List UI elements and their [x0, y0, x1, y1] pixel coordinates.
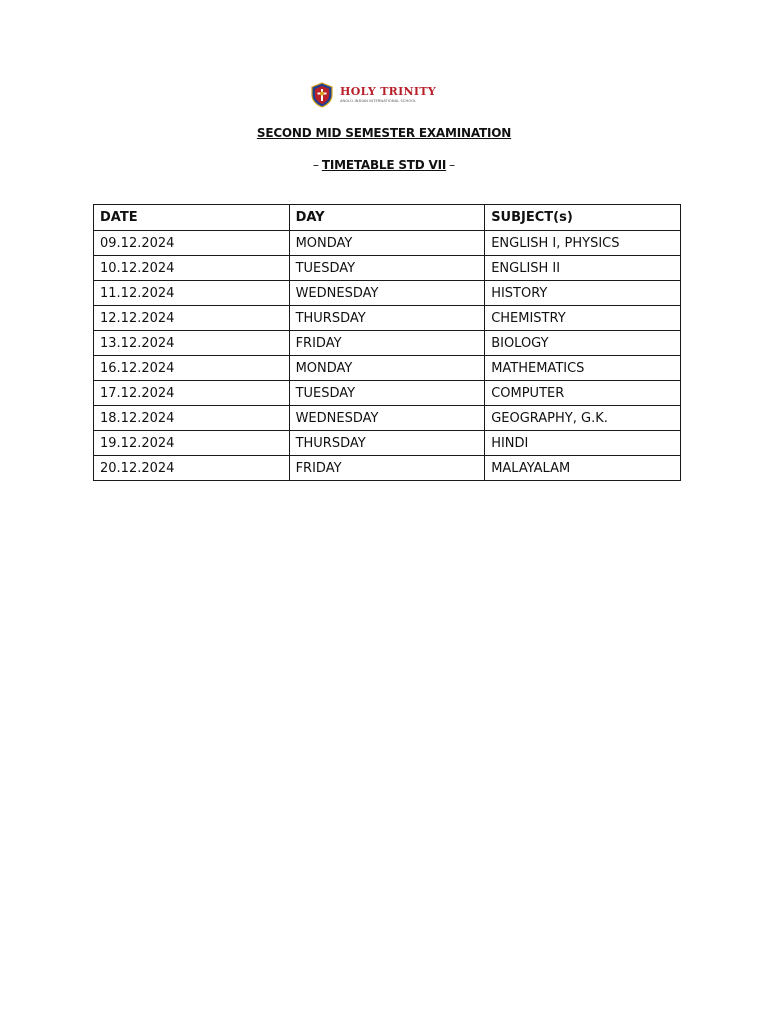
subtitle-dash-left: –: [312, 158, 319, 172]
table-row: [94, 231, 681, 256]
cell-day: MONDAY: [289, 231, 485, 256]
cell-date: 19.12.2024: [94, 431, 290, 456]
cell-subjects: COMPUTER: [485, 381, 681, 406]
table-row: [94, 431, 681, 456]
cell-date: 12.12.2024: [94, 306, 290, 331]
school-crest-icon: [310, 82, 334, 108]
table-row: [94, 456, 681, 481]
school-logo: [310, 80, 440, 110]
cell-subjects: CHEMISTRY: [485, 306, 681, 331]
cell-day: FRIDAY: [289, 456, 485, 481]
cell-subjects: GEOGRAPHY, G.K.: [485, 406, 681, 431]
cell-date: 18.12.2024: [94, 406, 290, 431]
column-header-date: DATE: [94, 205, 290, 231]
logo-school-name: HOLY TRINITY: [340, 85, 436, 99]
column-header-day: DAY: [289, 205, 485, 231]
timetable-table: [93, 204, 681, 481]
table-row: [94, 281, 681, 306]
table-row: [94, 356, 681, 381]
cell-day: WEDNESDAY: [289, 281, 485, 306]
cell-date: 10.12.2024: [94, 256, 290, 281]
subtitle-dash-right: –: [449, 158, 456, 172]
cell-subjects: MATHEMATICS: [485, 356, 681, 381]
cell-date: 09.12.2024: [94, 231, 290, 256]
cell-subjects: ENGLISH I, PHYSICS: [485, 231, 681, 256]
table-row: [94, 406, 681, 431]
table-header-row: [94, 205, 681, 231]
cell-day: MONDAY: [289, 356, 485, 381]
table-row: [94, 306, 681, 331]
cell-subjects: MALAYALAM: [485, 456, 681, 481]
table-row: [94, 256, 681, 281]
cell-subjects: ENGLISH II: [485, 256, 681, 281]
cell-date: 16.12.2024: [94, 356, 290, 381]
cell-day: THURSDAY: [289, 306, 485, 331]
cell-subjects: HISTORY: [485, 281, 681, 306]
cell-date: 20.12.2024: [94, 456, 290, 481]
cell-date: 13.12.2024: [94, 331, 290, 356]
page-title: SECOND MID SEMESTER EXAMINATION: [256, 126, 512, 140]
cell-date: 17.12.2024: [94, 381, 290, 406]
column-header-subjects: SUBJECT(s): [485, 205, 681, 231]
logo-school-subtitle: ANGLO-INDIAN INTERNATIONAL SCHOOL: [340, 99, 417, 104]
cell-subjects: BIOLOGY: [485, 331, 681, 356]
cell-day: THURSDAY: [289, 431, 485, 456]
page-subtitle: [0, 158, 768, 172]
cell-day: WEDNESDAY: [289, 406, 485, 431]
cell-day: FRIDAY: [289, 331, 485, 356]
subtitle-text: TIMETABLE STD VII: [321, 158, 447, 172]
cell-date: 11.12.2024: [94, 281, 290, 306]
cell-subjects: HINDI: [485, 431, 681, 456]
table-row: [94, 331, 681, 356]
table-row: [94, 381, 681, 406]
cell-day: TUESDAY: [289, 256, 485, 281]
cell-day: TUESDAY: [289, 381, 485, 406]
